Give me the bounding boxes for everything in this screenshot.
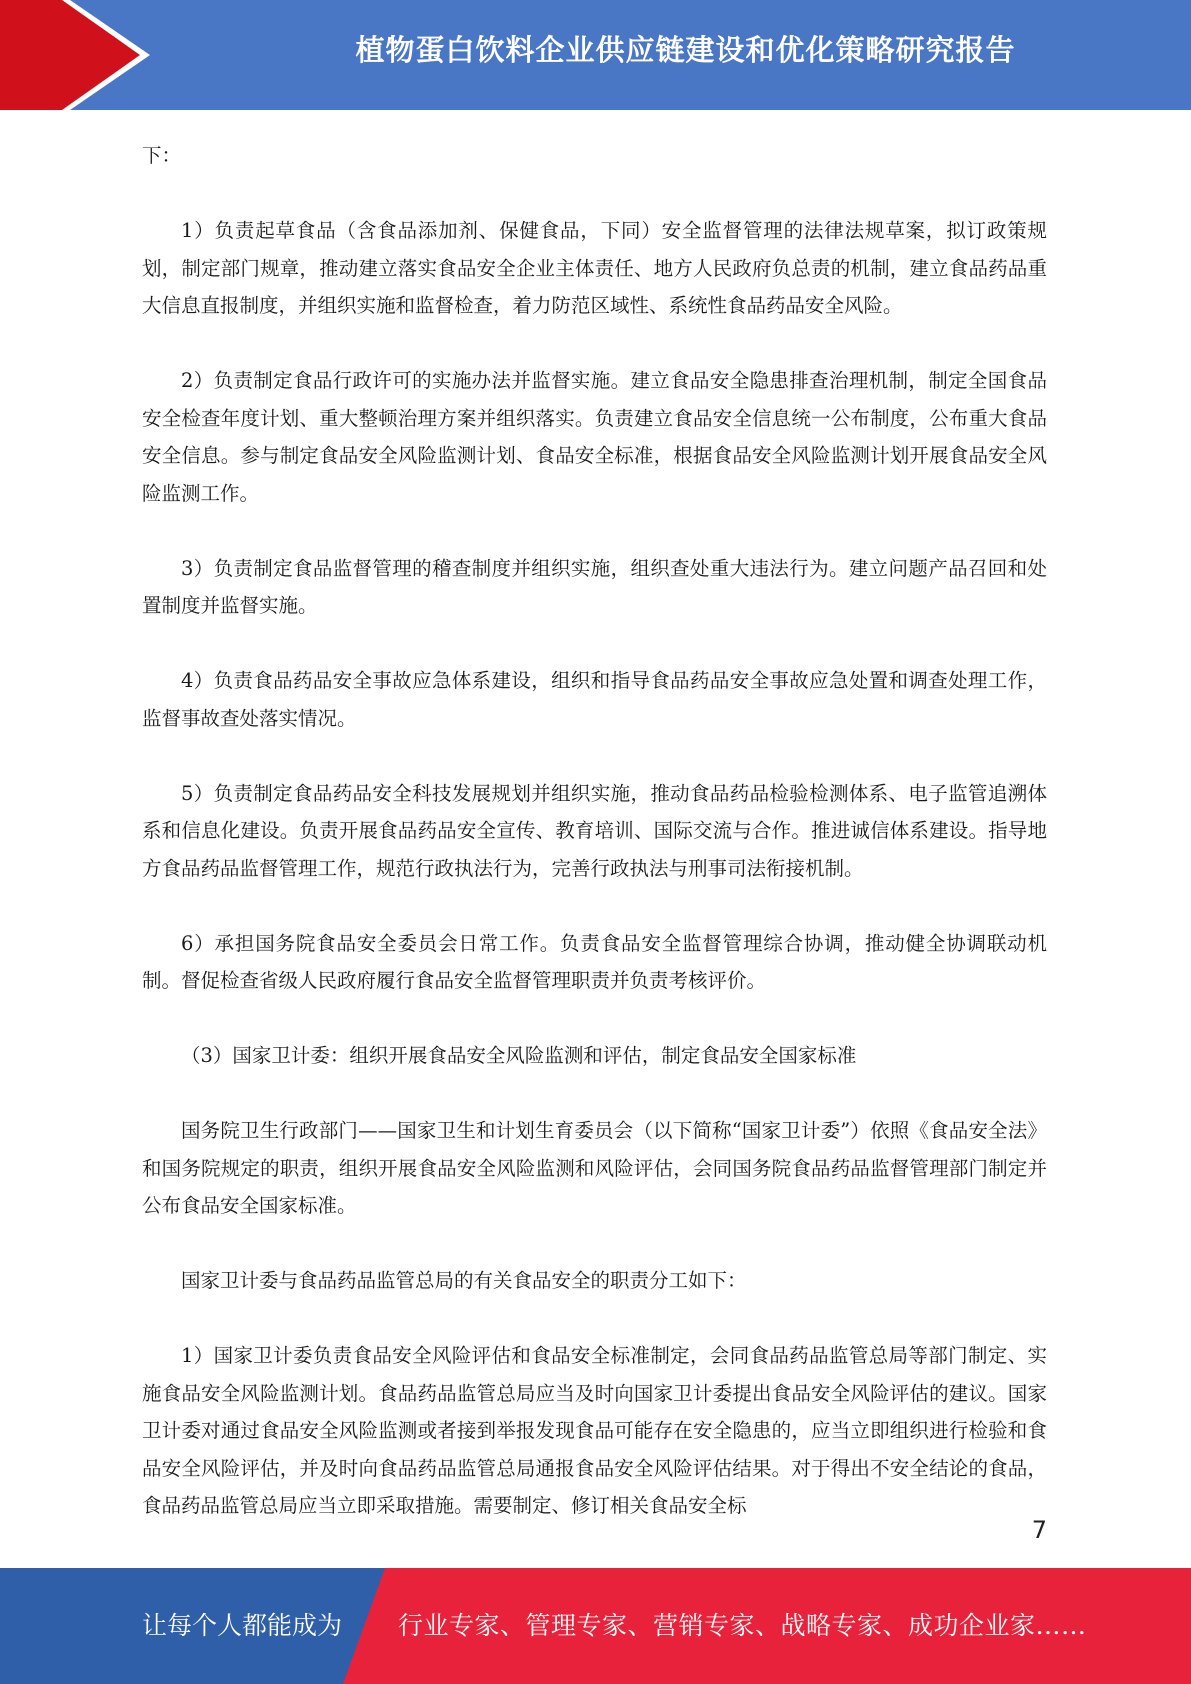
header-red-chevron-decoration — [0, 0, 150, 110]
paragraph-item-6: 6）承担国务院食品安全委员会日常工作。负责食品安全监督管理综合协调，推动健全协调联动机制。督促检查省级人民政府履行食品安全监督管理职责并负责考核评价。 — [142, 931, 1047, 992]
page-footer — [0, 1568, 1191, 1684]
paragraph-item-5: 5）负责制定食品药品安全科技发展规划并组织实施，推动食品药品检验检测体系、电子监管追溯体系和信息化建设。负责开展食品药品安全宣传、教育培训、国际交流与合作。推进诚信体系建设。指导地方食品药品监督管理工作，规范行政执法行为，完善行政执法与刑事司法衔接机制。 — [142, 781, 1047, 880]
paragraph-item-2: 2）负责制定食品行政许可的实施办法并监督实施。建立食品安全隐患排查治理机制，制定全国食品安全检查年度计划、重大整顿治理方案并组织落实。负责建立食品安全信息统一公布制度，公布重大食品安全信息。参与制定食品安全风险监测计划、食品安全标准，根据食品安全风险监测计划开展食品安全风险监测工作。 — [142, 369, 1047, 505]
footer-slogan-right: 行业专家、管理专家、营销专家、战略专家、成功企业家…… — [398, 1611, 1087, 1640]
report-title: 植物蛋白饮料企业供应链建设和优化策略研究报告 — [355, 33, 1016, 67]
paragraph-continuation: 下： — [142, 144, 182, 167]
section-subheading: （3）国家卫计委：组织开展食品安全风险监测和评估，制定食品安全国家标准 — [181, 1044, 857, 1067]
page-header — [0, 0, 1191, 110]
paragraph-division: 国家卫计委与食品药品监管总局的有关食品安全的职责分工如下： — [181, 1269, 747, 1292]
paragraph-division-item-1: 1）国家卫计委负责食品安全风险评估和食品安全标准制定，会同食品药品监管总局等部门制定、实施食品安全风险监测计划。食品药品监管总局应当及时向国家卫计委提出食品安全风险评估的建议。国家卫计委对通过食品安全风险监测或者接到举报发现食品可能存在安全隐患的，应当立即组织进行检验和食品安全风险评估，并及时向食品药品监管总局通报食品安全风险评估结果。对于得出不安全结论的食品，食品药品监管总局应当立即采取措施。需要制定、修订相关食品安全标 — [142, 1344, 1047, 1517]
paragraph-item-3: 3）负责制定食品监督管理的稽查制度并组织实施，组织查处重大违法行为。建立问题产品召回和处置制度并监督实施。 — [142, 556, 1047, 617]
page-number: 7 — [1031, 1516, 1047, 1544]
footer-slogan-left: 让每个人都能成为 — [142, 1611, 343, 1640]
paragraph-item-1: 1）负责起草食品（含食品添加剂、保健食品，下同）安全监督管理的法律法规草案，拟订政策规划，制定部门规章，推动建立落实食品安全企业主体责任、地方人民政府负总责的机制，建立食品药品重大信息直报制度，并组织实施和监督检查，着力防范区域性、系统性食品药品安全风险。 — [142, 219, 1047, 317]
paragraph-intro: 国务院卫生行政部门——国家卫生和计划生育委员会（以下简称“国家卫计委”）依照《食品安全法》和国务院规定的职责，组织开展食品安全风险监测和风险评估，会同国务院食品药品监督管理部门制定并公布食品安全国家标准。 — [142, 1119, 1047, 1217]
paragraph-item-4: 4）负责食品药品安全事故应急体系建设，组织和指导食品药品安全事故应急处置和调查处理工作，监督事故查处落实情况。 — [142, 669, 1047, 730]
document-body — [142, 137, 1047, 1562]
